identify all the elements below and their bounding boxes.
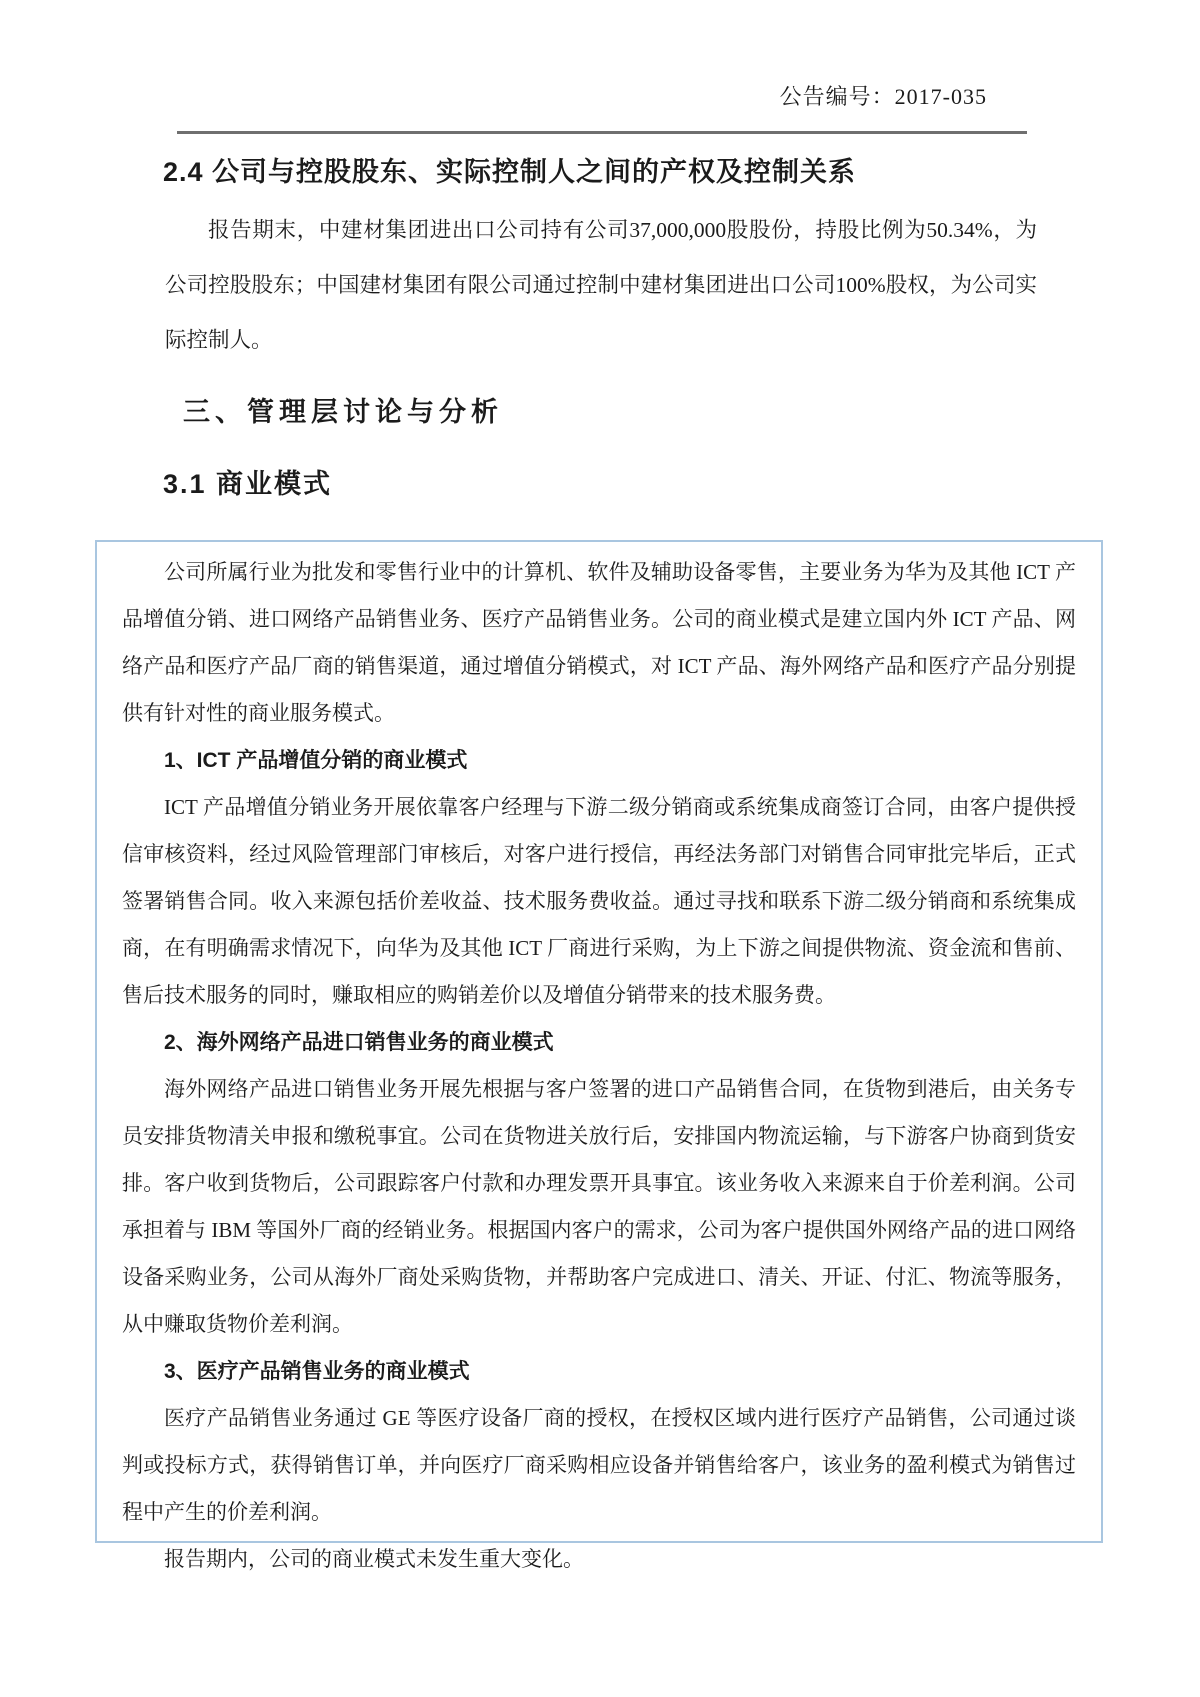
business-model-box: [95, 540, 1103, 1571]
section-2-4-heading: 2.4 公司与控股股东、实际控制人之间的产权及控制关系: [163, 157, 857, 187]
business-model-closing: 报告期内，公司的商业模式未发生重大变化。: [164, 1547, 584, 1571]
section-3-1-heading: 3.1 商业模式: [163, 469, 333, 499]
header-divider: [177, 131, 1027, 134]
business-model-item1-body: ICT 产品增值分销业务开展依靠客户经理与下游二级分销商或系统集成商签订合同，由客户提供授信审核资料，经过风险管理部门审核后，对客户进行授信，再经法务部门对销售合同审批完毕后，正式签署销售合同。收入来源包括价差收益、技术服务费收益。通过寻找和联系下游二级分销商和系统集成商，在有明确需求情况下，向华为及其他 ICT 厂商进行采购，为上下游之间提供物流、资金流和售前、售后技术服务的同时，赚取相应的购销差价以及增值分销带来的技术服务费。: [122, 795, 1076, 1007]
business-model-item3-body: 医疗产品销售业务通过 GE 等医疗设备厂商的授权，在授权区域内进行医疗产品销售，公司通过谈判或投标方式，获得销售订单，并向医疗厂商采购相应设备并销售给客户，该业务的盈利模式为销售过程中产生的价差利润。: [122, 1406, 1076, 1524]
business-model-item2-heading: 2、海外网络产品进口销售业务的商业模式: [164, 1031, 554, 1054]
business-model-intro: 公司所属行业为批发和零售行业中的计算机、软件及辅助设备零售，主要业务为华为及其他 ICT 产品增值分销、进口网络产品销售业务、医疗产品销售业务。公司的商业模式是建立国内外 ICT 产品、网络产品和医疗产品厂商的销售渠道，通过增值分销模式，对 ICT 产品、海外网络产品和医疗产品分别提供有针对性的商业服务模式。: [122, 560, 1076, 725]
business-model-item3-heading: 3、医疗产品销售业务的商业模式: [164, 1360, 470, 1383]
business-model-item2-body: 海外网络产品进口销售业务开展先根据与客户签署的进口产品销售合同，在货物到港后，由关务专员安排货物清关申报和缴税事宜。公司在货物进关放行后，安排国内物流运输，与下游客户协商到货安排。客户收到货物后，公司跟踪客户付款和办理发票开具事宜。该业务收入来源来自于价差利润。公司承担着与 IBM 等国外厂商的经销业务。根据国内客户的需求，公司为客户提供国外网络产品的进口网络设备采购业务，公司从海外厂商处采购货物，并帮助客户完成进口、清关、开证、付汇、物流等服务，从中赚取货物价差利润。: [122, 1077, 1076, 1336]
section-2-4-paragraph: 报告期末，中建材集团进出口公司持有公司37,000,000股股份，持股比例为50.34%，为公司控股股东；中国建材集团有限公司通过控制中建材集团进出口公司100%股权，为公司实际控制人。: [165, 218, 1037, 352]
business-model-item1-heading: 1、ICT 产品增值分销的商业模式: [164, 749, 468, 772]
section-3-heading: 三、管理层讨论与分析: [183, 397, 503, 427]
announcement-number: 公告编号：2017-035: [779, 84, 987, 109]
